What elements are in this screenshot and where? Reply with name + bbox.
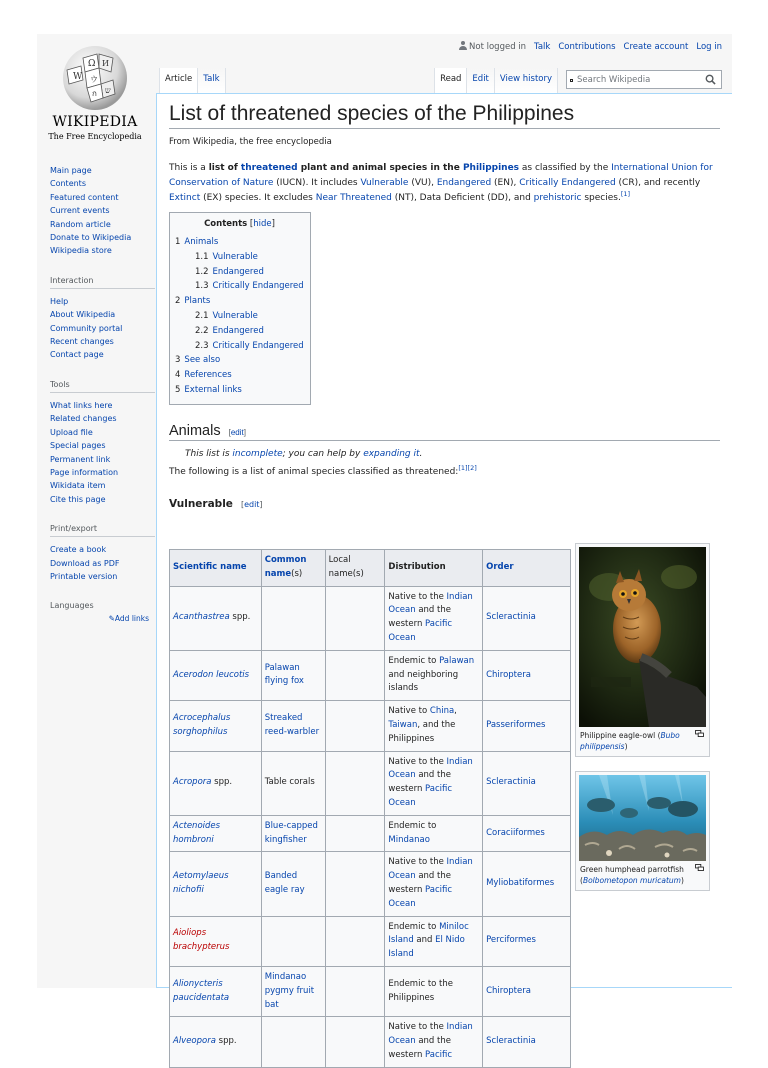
species-table (169, 549, 571, 1068)
order-link[interactable]: Perciformes (486, 935, 536, 946)
reference-link[interactable]: [1] (620, 190, 631, 198)
toc-item[interactable]: 1 Animals (175, 237, 219, 247)
distribution-link[interactable]: Indian Ocean (388, 1022, 473, 1047)
distribution-link[interactable]: Pacific Ocean (388, 884, 453, 909)
column-header-common[interactable]: Common name(s) (261, 550, 325, 587)
tab-read[interactable]: Read (434, 68, 466, 93)
distribution-link[interactable]: Pacific Ocean (388, 784, 453, 808)
table-row: Acanthastrea spp. Native to the Indian Ocean and the western Pacific Ocean Scleractinia (170, 586, 571, 650)
distribution-link[interactable]: Indian Ocean (388, 857, 473, 882)
login-link[interactable]: Log in (696, 41, 722, 52)
link-bubo-philippensis[interactable]: Bubo philippensis (580, 731, 680, 751)
order-link[interactable]: Scleractinia (486, 612, 536, 623)
create-account-link[interactable]: Create account (623, 41, 689, 52)
table-row (170, 650, 571, 700)
eagle-owl-image[interactable] (579, 547, 706, 727)
table-row: Acropora spp. Table corals Native to the Indian Ocean and the western Pacific Ocean Scleractinia (170, 751, 571, 815)
common-name-link[interactable]: Blue-capped kingfisher (264, 820, 318, 845)
page-frame (37, 34, 732, 1060)
species-link[interactable]: Acropora (173, 777, 212, 788)
search-input[interactable] (567, 71, 697, 88)
toc-item[interactable]: 5 External links (175, 384, 242, 395)
link-extinct[interactable]: Extinct (169, 193, 201, 203)
toc-item[interactable]: 2.1 Vulnerable (195, 310, 258, 321)
order-link[interactable]: Scleractinia (486, 777, 536, 788)
eagle-owl-caption: Philippine eagle-owl (Bubo philippensis) (579, 727, 706, 753)
sidebar-item-printable-version[interactable]: Printable version (50, 571, 118, 581)
species-link[interactable]: Alveopora (173, 1036, 216, 1047)
parrotfish-picture (579, 775, 706, 861)
logo-tagline: The Free Encyclopedia (48, 132, 142, 141)
column-header-distribution: Distribution (385, 550, 483, 587)
common-name-link[interactable]: Streaked reed-warbler (264, 713, 320, 737)
edit-section-vulnerable[interactable]: edit (244, 499, 260, 509)
distribution-cell: Endemic to Mindanao (385, 815, 483, 852)
svg-text:И: И (102, 59, 109, 68)
distribution-link[interactable]: Indian Ocean (388, 591, 473, 616)
toc-item[interactable]: 1.1 Vulnerable (195, 251, 258, 262)
sidebar-heading-languages: Languages (50, 601, 94, 611)
search-marker-icon (570, 79, 573, 82)
link-critically-endangered[interactable]: Critically Endangered (519, 178, 616, 188)
main-content (156, 93, 732, 1060)
tab-talk[interactable]: Talk (197, 68, 225, 93)
sidebar-item-contact[interactable]: Contact page (50, 350, 104, 360)
common-name-link[interactable]: Palawan flying fox (264, 662, 304, 687)
sidebar-item-page-information[interactable]: Page information (50, 467, 119, 477)
distribution-link[interactable]: China (429, 706, 455, 717)
distribution-link[interactable]: Miniloc Island (388, 921, 469, 946)
sidebar-navigation (50, 164, 155, 258)
hatnote: This list is incomplete; you can help by expanding it. (185, 448, 423, 459)
reference-link[interactable]: [1] (458, 463, 468, 472)
species-link[interactable]: Acerodon leucotis (173, 669, 250, 680)
distribution-link[interactable]: Taiwan (388, 719, 418, 730)
edit-section-animals[interactable]: edit (230, 427, 244, 437)
distribution-cell: Endemic to Palawan and neighboring islands (385, 650, 483, 700)
distribution-cell: Native to the Indian Ocean and the western Pacific Ocean (385, 586, 483, 650)
view-tabs (434, 68, 722, 93)
tab-article[interactable]: Article (159, 68, 197, 93)
sidebar-item-main-page[interactable]: Main page (50, 166, 92, 175)
distribution-link[interactable]: Pacific (425, 1049, 453, 1060)
species-link[interactable]: Actenoides hombroni (173, 820, 221, 845)
sidebar-item-community-portal[interactable]: Community portal (50, 323, 123, 333)
local-name-cell (325, 586, 385, 650)
toc-item[interactable]: 2 Plants (175, 296, 211, 307)
order-link[interactable]: Chiroptera (486, 669, 531, 680)
sidebar-item-current-events[interactable]: Current events (50, 206, 110, 216)
sidebar-heading-print: Print/export (50, 524, 155, 537)
sidebar-item-create-book[interactable]: Create a book (50, 545, 107, 555)
section-heading-animals: Animals [edit] (169, 423, 720, 441)
sidebar-heading-tools: Tools (50, 380, 155, 393)
sidebar-item-upload-file[interactable]: Upload file (50, 427, 93, 437)
link-bolbometopon-muricatum[interactable]: Bolbometopon muricatum (582, 876, 681, 885)
table-header-row (170, 550, 571, 587)
section-heading-vulnerable: Vulnerable [edit] (169, 497, 263, 510)
user-icon (459, 41, 467, 50)
parrotfish-caption: Green humphead parrotfish (Bolbometopon muricatum) (579, 861, 706, 887)
distribution-link[interactable]: Indian Ocean (388, 756, 473, 781)
sidebar-print (50, 524, 155, 583)
tab-view-history[interactable]: View history (494, 68, 558, 93)
eagle-owl-picture (579, 547, 706, 727)
link-threatened[interactable]: threatened (240, 163, 298, 173)
page-title: List of threatened species of the Philippines (169, 102, 720, 129)
toc-item[interactable]: 4 References (175, 370, 232, 381)
column-header-order[interactable]: Order (483, 550, 571, 587)
link-endangered[interactable]: Endangered (436, 178, 492, 188)
order-link[interactable]: Myliobatiformes (486, 878, 555, 889)
sidebar-heading-interaction: Interaction (50, 276, 155, 289)
toc-item[interactable]: 2.2 Endangered (195, 325, 264, 336)
species-link[interactable]: Acrocephalus sorghophilus (173, 713, 231, 737)
svg-text:ウ: ウ (90, 75, 98, 84)
column-header-scientific[interactable]: Scientific name (170, 550, 262, 587)
table-row (170, 916, 571, 966)
wikipedia-logo[interactable] (45, 44, 145, 152)
sidebar-item-special-pages[interactable]: Special pages (50, 441, 106, 451)
svg-text:Ω: Ω (88, 59, 96, 69)
species-link[interactable]: Aetomylaeus nichofii (173, 871, 229, 895)
enlarge-icon[interactable] (695, 864, 704, 871)
toc-title: Contents (204, 219, 248, 229)
local-name-cell (325, 751, 385, 815)
local-name-cell (325, 1017, 385, 1067)
search-icon[interactable] (705, 74, 716, 85)
enlarge-icon[interactable] (695, 730, 704, 737)
svg-text:ש: ש (105, 86, 111, 95)
common-name-cell: Table corals (261, 751, 325, 815)
table-row (170, 815, 571, 852)
distribution-cell: Endemic to Miniloc Island and El Nido Island (385, 916, 483, 966)
globe-icon (61, 44, 129, 112)
sidebar-item-contents[interactable]: Contents (50, 179, 86, 189)
contributions-link[interactable]: Contributions (558, 41, 616, 52)
sidebar-interaction (50, 276, 155, 362)
sidebar-item-featured-content[interactable]: Featured content (50, 192, 119, 202)
tab-edit[interactable]: Edit (466, 68, 493, 93)
sidebar-languages (50, 601, 155, 623)
order-link[interactable]: Coraciiformes (486, 827, 545, 838)
sidebar-item-permanent-link[interactable]: Permanent link (50, 454, 111, 464)
species-link[interactable]: Acanthastrea (173, 612, 230, 623)
sidebar-item-what-links-here[interactable]: What links here (50, 400, 113, 410)
distribution-cell: Native to the Indian Ocean and the western Pacific Ocean (385, 751, 483, 815)
sidebar-item-recent-changes[interactable]: Recent changes (50, 337, 114, 347)
local-name-cell (325, 701, 385, 751)
animals-intro: The following is a list of animal species classified as threatened:[1][2] (169, 463, 477, 477)
sidebar-item-random-article[interactable]: Random article (50, 219, 111, 229)
logo-wordmark: WIKIPEDIA (52, 114, 138, 130)
thumbnail-parrotfish (575, 771, 710, 891)
sidebar-item-download-pdf[interactable]: Download as PDF (50, 558, 120, 568)
sidebar-item-cite-this-page[interactable]: Cite this page (50, 494, 106, 504)
svg-text:ก: ก (92, 89, 97, 98)
user-talk-link[interactable]: Talk (534, 41, 551, 52)
distribution-link[interactable]: El Nido Island (388, 935, 465, 960)
link-philippines[interactable]: Philippines (462, 163, 520, 173)
table-of-contents: Contents [hide] 1 Animals 1.1 Vulnerable 1.2 Endangered 1.3 Critically Endangered 2 Plants 2.1 Vulnerable 2.2 Endangered 2.3 Critically Endangered 3 See also 4 References 5 External links (169, 212, 311, 405)
link-prehistoric[interactable]: prehistoric (533, 193, 582, 203)
site-subtitle: From Wikipedia, the free encyclopedia (169, 137, 332, 147)
distribution-link[interactable]: Pacific Ocean (388, 619, 453, 643)
intro-paragraph: This is a list of threatened plant and animal species in the Philippines as classified by the International Union for Conservation of Nature (IUCN). It includes Vulnerable (VU), Endangered (EN), Critically Endangered (CR), and recently Extinct (EX) species. It excludes Near Threatened (NT), Data Deficient (DD), and prehistoric species.[1] (169, 163, 713, 203)
link-iucn[interactable]: International Union for Conservation of Nature (169, 163, 713, 188)
toc-item[interactable]: 1.3 Critically Endangered (195, 281, 304, 292)
toc-item[interactable]: 2.3 Critically Endangered (195, 340, 304, 351)
order-link[interactable]: Chiroptera (486, 985, 531, 996)
species-redlink[interactable]: Aioliops brachypterus (173, 928, 230, 953)
namespace-tabs (159, 68, 226, 93)
common-name-link[interactable]: Banded eagle ray (264, 871, 305, 895)
link-incomplete[interactable]: incomplete (232, 448, 283, 459)
sidebar (50, 164, 155, 635)
table-row (170, 701, 571, 751)
table-row (170, 852, 571, 916)
local-name-cell (325, 852, 385, 916)
sidebar-tools (50, 380, 155, 506)
local-name-cell (325, 966, 385, 1016)
order-link[interactable]: Scleractinia (486, 1036, 536, 1047)
thumbnail-eagle-owl (575, 543, 710, 757)
sidebar-item-store[interactable]: Wikipedia store (50, 246, 112, 256)
order-link[interactable]: Passeriformes (486, 719, 546, 730)
distribution-link[interactable]: Palawan (439, 655, 475, 666)
local-name-cell (325, 650, 385, 700)
toc-item[interactable]: 1.2 Endangered (195, 266, 264, 277)
link-vulnerable[interactable]: Vulnerable (360, 178, 409, 188)
sidebar-item-help[interactable]: Help (50, 296, 69, 306)
species-link[interactable]: Alionycteris paucidentata (173, 978, 230, 1003)
table-row: Alveopora spp. Native to the Indian Ocean and the western Pacific Scleractinia (170, 1017, 571, 1067)
distribution-cell: Native to the Indian Ocean and the western Pacific (385, 1017, 483, 1067)
toc-hide-link[interactable]: hide (253, 219, 272, 229)
distribution-cell: Endemic to the Philippines (385, 966, 483, 1016)
table-row (170, 966, 571, 1016)
reference-link[interactable]: [2] (467, 463, 477, 472)
distribution-cell: Native to the Indian Ocean and the western Pacific Ocean (385, 852, 483, 916)
distribution-cell: Native to China, Taiwan, and the Philippines (385, 701, 483, 751)
sidebar-item-donate[interactable]: Donate to Wikipedia (50, 233, 132, 243)
distribution-link[interactable]: Mindanao (388, 834, 430, 845)
sidebar-item-wikidata-item[interactable]: Wikidata item (50, 481, 106, 491)
parrotfish-image[interactable] (579, 775, 706, 861)
local-name-cell (325, 815, 385, 852)
common-name-link[interactable]: Mindanao pygmy fruit bat (264, 971, 315, 1010)
toc-item[interactable]: 3 See also (175, 355, 221, 366)
add-links-button[interactable]: ✎Add links (108, 614, 149, 624)
sidebar-item-related-changes[interactable]: Related changes (50, 414, 117, 424)
link-near-threatened[interactable]: Near Threatened (315, 193, 392, 203)
not-logged-in: Not logged in (459, 41, 526, 52)
pencil-icon: ✎ (108, 614, 115, 624)
search-box (566, 70, 722, 89)
svg-text:W: W (73, 72, 83, 82)
column-header-local: Local name(s) (325, 550, 385, 587)
personal-tools (459, 41, 722, 52)
local-name-cell (325, 916, 385, 966)
link-expanding-it[interactable]: expanding it (363, 448, 420, 459)
sidebar-item-about[interactable]: About Wikipedia (50, 310, 116, 320)
